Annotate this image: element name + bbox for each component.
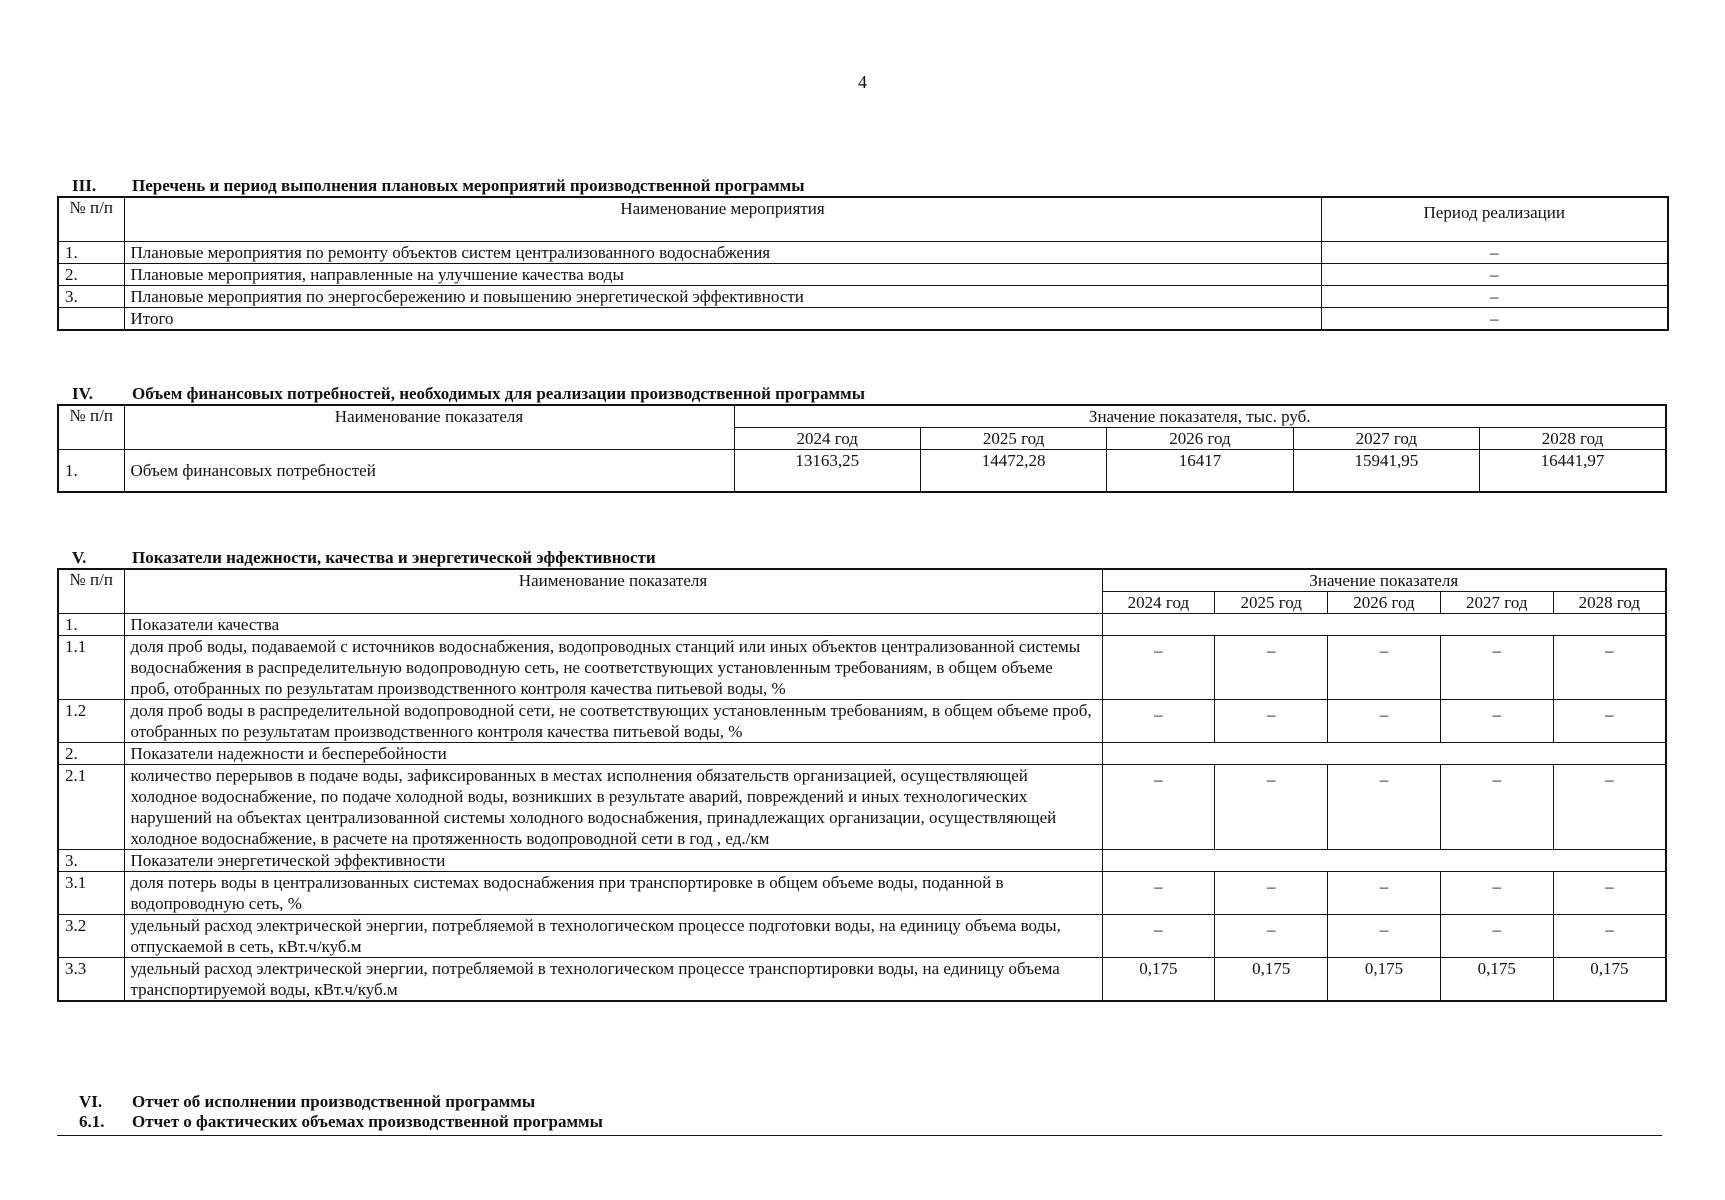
- header-year: 2028 год: [1480, 428, 1666, 450]
- table-row: 3.3 удельный расход электрической энергии, потребляемой в технологическом процессе транспортировки воды, на единицу объема транспортируемой воды, кВт.ч/куб.м 0,175 0,175 0,175 0,175 0,175: [58, 958, 1666, 1002]
- header-num: № п/п: [58, 197, 124, 241]
- section-6-number: VI.: [79, 1092, 103, 1111]
- section-6-1-number: 6.1.: [79, 1112, 105, 1131]
- header-year: 2024 год: [1102, 592, 1215, 614]
- table-row: 3. Плановые мероприятия по энергосбережению и повышению энергетической эффективности –: [58, 285, 1668, 307]
- header-year: 2027 год: [1293, 428, 1479, 450]
- table-row: 2.1 количество перерывов в подаче воды, зафиксированных в местах исполнения обязательств организацией, осуществляющей холодное водоснабжение, по подаче холодной воды, возникших в результате аварий, повреждений и иных технологических нарушений на объектах централизованной системы холодного водоснабжения, принадлежащих организации, осуществляющей холодное водоснабжение, в расчете на протяженность водопроводной сети в год , ед./км – – – – –: [58, 765, 1666, 850]
- header-indicator-name: Наименование показателя: [124, 569, 1102, 614]
- header-year: 2028 год: [1553, 592, 1666, 614]
- financial-needs-table: [57, 404, 1667, 493]
- table-row: 1. Объем финансовых потребностей 13163,25 14472,28 16417 15941,95 16441,97: [58, 450, 1666, 492]
- header-year: 2025 год: [1215, 592, 1328, 614]
- divider: [57, 1135, 1662, 1136]
- table-row: 2. Плановые мероприятия, направленные на улучшение качества воды –: [58, 263, 1668, 285]
- section-4-number: IV.: [72, 384, 93, 403]
- table-row-total: Итого –: [58, 307, 1668, 330]
- header-activity-name: Наименование мероприятия: [124, 197, 1321, 241]
- header-year: 2024 год: [734, 428, 920, 450]
- table-group-row: 3. Показатели энергетической эффективности: [58, 850, 1666, 872]
- section-5: [57, 548, 1667, 1002]
- header-year: 2026 год: [1328, 592, 1441, 614]
- table-group-row: 1. Показатели качества: [58, 614, 1666, 636]
- section-6: [57, 1092, 1667, 1132]
- section-4-title: IV. Объем финансовых потребностей, необходимых для реализации производственной программы: [57, 384, 1667, 404]
- header-year: 2026 год: [1107, 428, 1293, 450]
- header-num: № п/п: [58, 405, 124, 450]
- header-value: Значение показателя: [1102, 569, 1666, 592]
- header-period: Период реализации: [1321, 197, 1668, 241]
- table-row: 1.2 доля проб воды в распределительной водопроводной сети, не соответствующих установленным требованиям, в общем объеме проб, отобранных по результатам производственного контроля качества питьевой воды, % – – – – –: [58, 700, 1666, 743]
- section-3-number: III.: [72, 176, 97, 195]
- section-5-number: V.: [72, 548, 87, 567]
- header-value: Значение показателя, тыс. руб.: [734, 405, 1666, 428]
- table-group-row: 2. Показатели надежности и бесперебойности: [58, 743, 1666, 765]
- section-3-title: III. Перечень и период выполнения плановых мероприятий производственной программы: [57, 176, 1667, 196]
- section-6-title: VI. Отчет об исполнении производственной программы: [57, 1092, 1667, 1112]
- header-year: 2025 год: [920, 428, 1106, 450]
- section-5-title: V. Показатели надежности, качества и энергетической эффективности: [57, 548, 1667, 568]
- table-row: 3.1 доля потерь воды в централизованных системах водоснабжения при транспортировке в общем объеме воды, поданной в водопроводную сеть, % – – – – –: [58, 872, 1666, 915]
- section-4: [57, 384, 1667, 493]
- table-row: 3.2 удельный расход электрической энергии, потребляемой в технологическом процессе подготовки воды, на единицу объема воды, отпускаемой в сеть, кВт.ч/куб.м – – – – –: [58, 915, 1666, 958]
- reliability-quality-table: [57, 568, 1667, 1002]
- header-year: 2027 год: [1440, 592, 1553, 614]
- page-number: 4: [858, 72, 867, 92]
- table-row: 1.1 доля проб воды, подаваемой с источников водоснабжения, водопроводных станций или иных объектов централизованной системы водоснабжения в распределительную водопроводную сеть, не соответствующих установленным требованиям, в общем объеме проб, отобранных по результатам производственного контроля качества питьевой воды, % – – – – –: [58, 636, 1666, 700]
- section-3: [57, 176, 1667, 331]
- header-num: № п/п: [58, 569, 124, 614]
- planned-activities-table: [57, 196, 1669, 331]
- section-6-1-title: 6.1. Отчет о фактических объемах производственной программы: [57, 1112, 1667, 1132]
- table-row: 1. Плановые мероприятия по ремонту объектов систем централизованного водоснабжения –: [58, 241, 1668, 263]
- header-indicator-name: Наименование показателя: [124, 405, 734, 450]
